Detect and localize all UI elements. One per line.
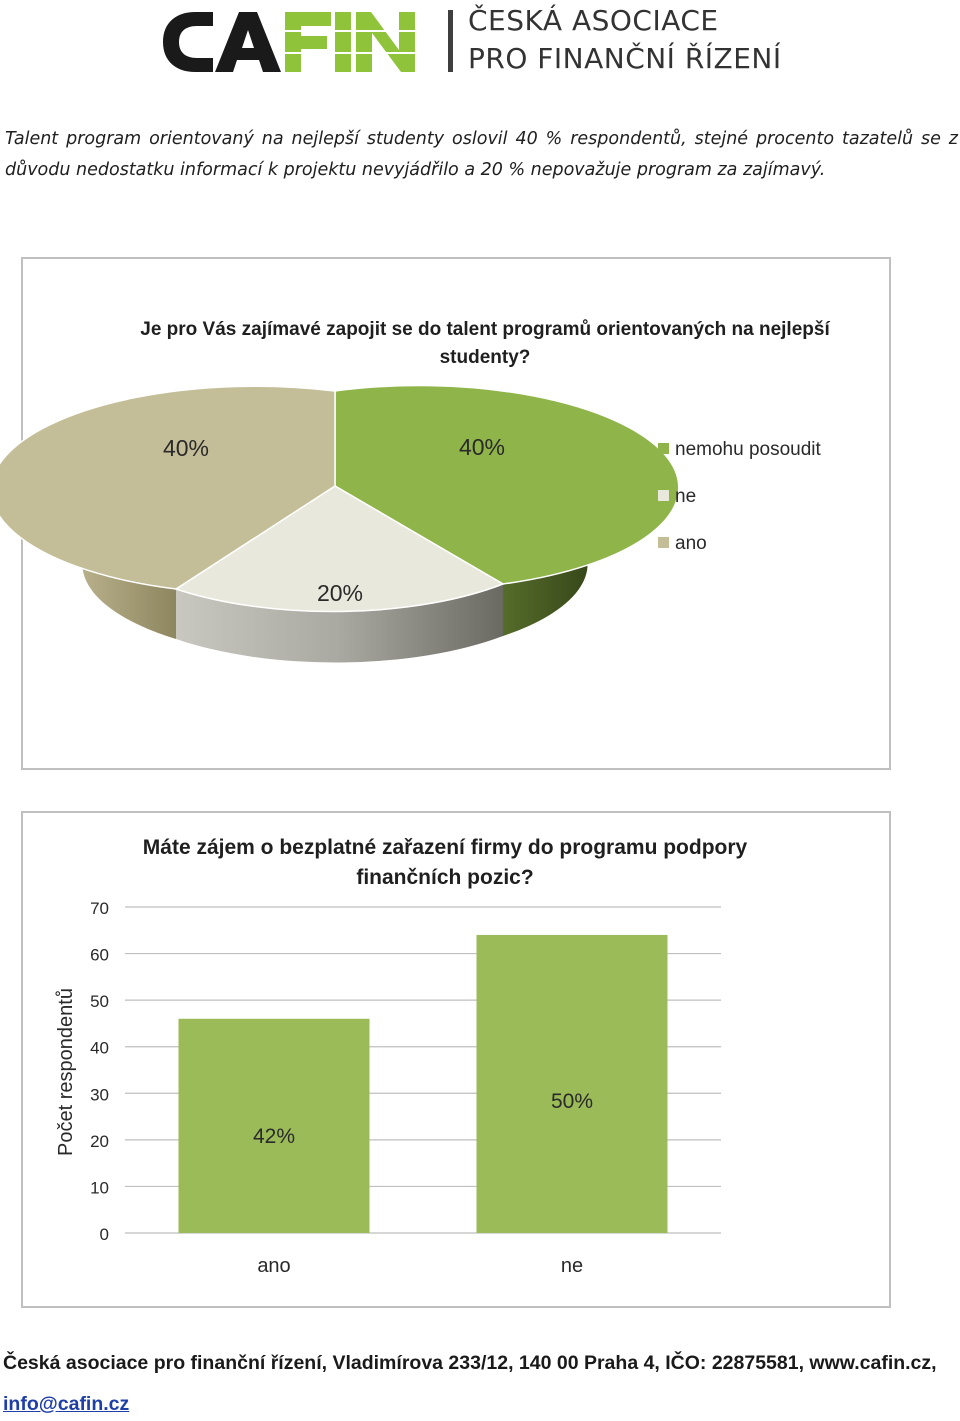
bar-category-labels [257, 1255, 583, 1277]
bar-y-axis-label: Počet respondentů [55, 988, 77, 1156]
legend-label-ano: ano [675, 533, 707, 554]
bar-data-label-ne: 50% [550, 1089, 594, 1113]
bar-chart-title: Máte zájem o bezplatné zařazení firmy do programu podpory finančních pozic? [142, 836, 748, 889]
org-name-line-1: ČESKÁ ASOCIACE [468, 4, 719, 37]
pie-label-ne: 20% [316, 580, 364, 606]
y-tick-label-70: 70 [90, 899, 109, 918]
y-tick-label-20: 20 [90, 1131, 109, 1151]
org-name-line-2: PRO FINANČNÍ ŘÍZENÍ [468, 42, 782, 75]
footer-email-link[interactable]: info@cafin.cz [3, 1393, 130, 1415]
bar-data-label-ano: 42% [252, 1125, 296, 1149]
y-tick-label-0: 0 [99, 1225, 109, 1244]
pie-chart-title: Je pro Vás zajímavé zapojit se do talent programů orientovaných na nejlepší studenty? [140, 319, 830, 368]
footer-address: Česká asociace pro finanční řízení, Vladimírova 233/12, 140 00 Praha 4, IČO: 22875581, www.cafin.cz, [3, 1352, 937, 1374]
y-tick-label-50: 50 [90, 992, 109, 1012]
y-tick-label-30: 30 [90, 1085, 109, 1105]
y-tick-label-40: 40 [90, 1038, 109, 1058]
bar-ne [477, 935, 668, 1233]
legend-label-nemohu-posoudit: nemohu posoudit [675, 439, 821, 460]
bar-series [179, 935, 668, 1233]
pie-label-ano: 40% [162, 435, 210, 461]
x-category-label-ano: ano [257, 1255, 291, 1277]
intro-paragraph: Talent program orientovaný na nejlepší studenty oslovil 40 % respondentů, stejné procento tazatelů se z důvodu nedostatku informací k projektu nevyjádřilo a 20 % nepovažuje program za zajímavý. [5, 129, 958, 180]
bar-y-tick-labels [90, 899, 109, 1244]
x-category-label-ne: ne [560, 1255, 584, 1277]
pie-label-nemohu-posoudit: 40% [458, 434, 506, 460]
legend-label-ne: ne [675, 486, 697, 507]
y-tick-label-60: 60 [90, 945, 109, 965]
y-tick-label-10: 10 [90, 1178, 109, 1198]
